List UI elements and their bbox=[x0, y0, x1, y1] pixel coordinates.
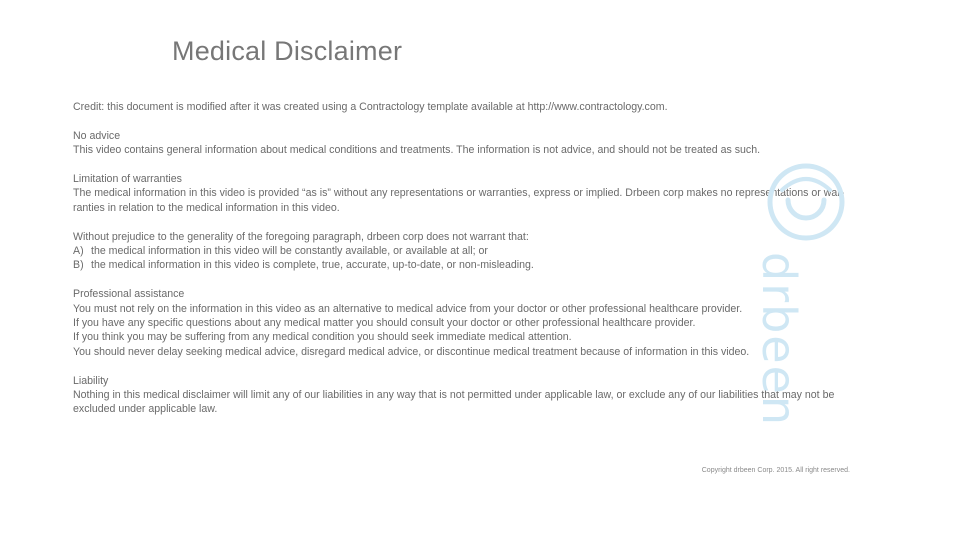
list-text: the medical information in this video will be constantly available, or available at all; or bbox=[91, 245, 488, 258]
list-item bbox=[73, 244, 903, 258]
section-text: If you think you may be suffering from any medical condition you should seek immediate medical attention. bbox=[73, 331, 572, 344]
section-prejudice bbox=[73, 230, 903, 273]
section-text: This video contains general information about medical conditions and treatments. The information is not advice, and should not be treated as such. bbox=[73, 144, 761, 157]
section-text: The medical information in this video is provided “as is” without any representations or warranties, express or implied. Drbeen corp makes no representations or war- bbox=[73, 187, 845, 200]
section-heading: Professional assistance bbox=[73, 288, 185, 301]
section-text: Nothing in this medical disclaimer will limit any of our liabilities in any way that is not permitted under applicable law, or exclude any of our liabilities that may not be bbox=[73, 389, 835, 402]
section-liability bbox=[73, 374, 903, 417]
section-warranties bbox=[73, 172, 903, 215]
list-marker: A) bbox=[73, 245, 84, 258]
list-marker: B) bbox=[73, 259, 84, 272]
section-no-advice bbox=[73, 129, 903, 158]
section-professional bbox=[73, 287, 903, 359]
page-title: Medical Disclaimer bbox=[172, 36, 403, 66]
list-text: the medical information in this video is complete, true, accurate, up-to-date, or non-misleading. bbox=[91, 259, 534, 272]
section-text: If you have any specific questions about any medical matter you should consult your doctor or other professional healthcare provider. bbox=[73, 317, 696, 330]
list-item bbox=[73, 258, 903, 272]
section-heading: No advice bbox=[73, 129, 121, 142]
credit-line: Credit: this document is modified after it was created using a Contractology template available at http://www.contractology.com. bbox=[73, 101, 668, 113]
section-text: You should never delay seeking medical advice, disregard medical advice, or discontinue medical treatment because of information in this video. bbox=[73, 345, 750, 358]
section-heading: Liability bbox=[73, 374, 109, 387]
section-text: excluded under applicable law. bbox=[73, 403, 218, 416]
disclaimer-body bbox=[73, 100, 903, 417]
section-intro: Without prejudice to the generality of the foregoing paragraph, drbeen corp does not warrant that: bbox=[73, 230, 529, 243]
copyright-notice: Copyright drbeen Corp. 2015. All right reserved. bbox=[701, 467, 850, 474]
section-heading: Limitation of warranties bbox=[73, 173, 182, 185]
section-text: ranties in relation to the medical information in this video. bbox=[73, 201, 340, 214]
watermark-text: drbeen bbox=[752, 252, 806, 428]
section-text: You must not rely on the information in this video as an alternative to medical advice from your doctor or other professional healthcare provider. bbox=[73, 302, 743, 315]
